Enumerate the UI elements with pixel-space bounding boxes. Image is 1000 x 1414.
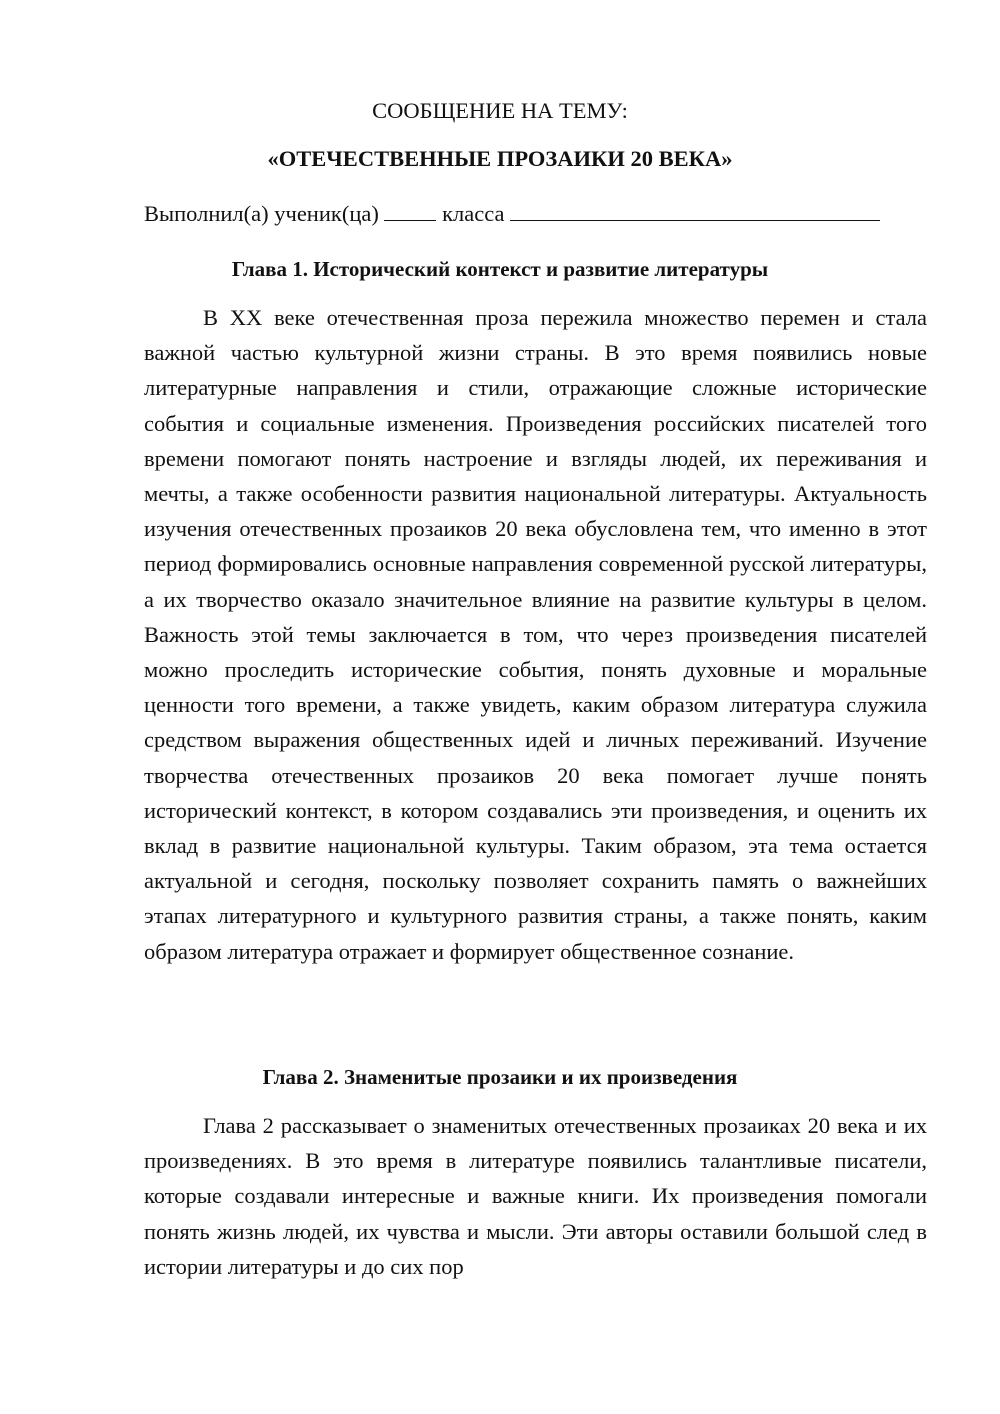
author-prefix: Выполнил(а) ученик(ца) [144, 201, 379, 226]
chapter-1-heading: Глава 1. Исторический контекст и развитие литературы [231, 257, 769, 281]
author-class-label: класса [442, 201, 505, 226]
chapter-2-paragraph: Глава 2 рассказывает о знаменитых отечественных прозаиках 20 века и их произведениях. В это время в литературе появились талантливые писатели, которые создавали интересные и важные книги. Их произведения помогали понять жизнь людей, их чувства и мысли. Эти авторы оставили большой след в истории литературы и до сих пор [144, 1113, 927, 1279]
document-title-line-2: «ОТЕЧЕСТВЕННЫЕ ПРОЗАИКИ 20 ВЕКА» [267, 146, 733, 171]
chapter-2-heading: Глава 2. Знаменитые прозаики и их произведения [262, 1065, 738, 1089]
document-title-line-1: СООБЩЕНИЕ НА ТЕМУ: [372, 98, 628, 123]
author-line [144, 199, 934, 229]
chapter-1-paragraph: В XX веке отечественная проза пережила множество перемен и стала важной частью культурной жизни страны. В это время появились новые литературные направления и стили, отражающие сложные исторические события и социальные изменения. Произведения российских писателей того времени помогают понять настроение и взгляды людей, их переживания и мечты, а также особенности развития национальной литературы. Актуальность изучения отечественных прозаиков 20 века обусловлена тем, что именно в этот период формировались основные направления современной русской литературы, а их творчество оказало значительное влияние на развитие культуры в целом. Важность этой темы заключается в том, что через произведения писателей можно проследить исторические события, понять духовные и моральные ценности того времени, а также увидеть, каким образом литература служила средством выражения общественных идей и личных переживаний. Изучение творчества отечественных прозаиков 20 века помогает лучше понять исторический контекст, в котором создавались эти произведения, и оценить их вклад в развитие национальной культуры. Таким образом, эта тема остается актуальной и сегодня, поскольку позволяет сохранить память о важнейших этапах литературного и культурного развития страны, а также понять, каким образом литература отражает и формирует общественное сознание. [144, 305, 927, 964]
class-number-blank [384, 201, 436, 221]
student-name-blank [510, 201, 880, 221]
